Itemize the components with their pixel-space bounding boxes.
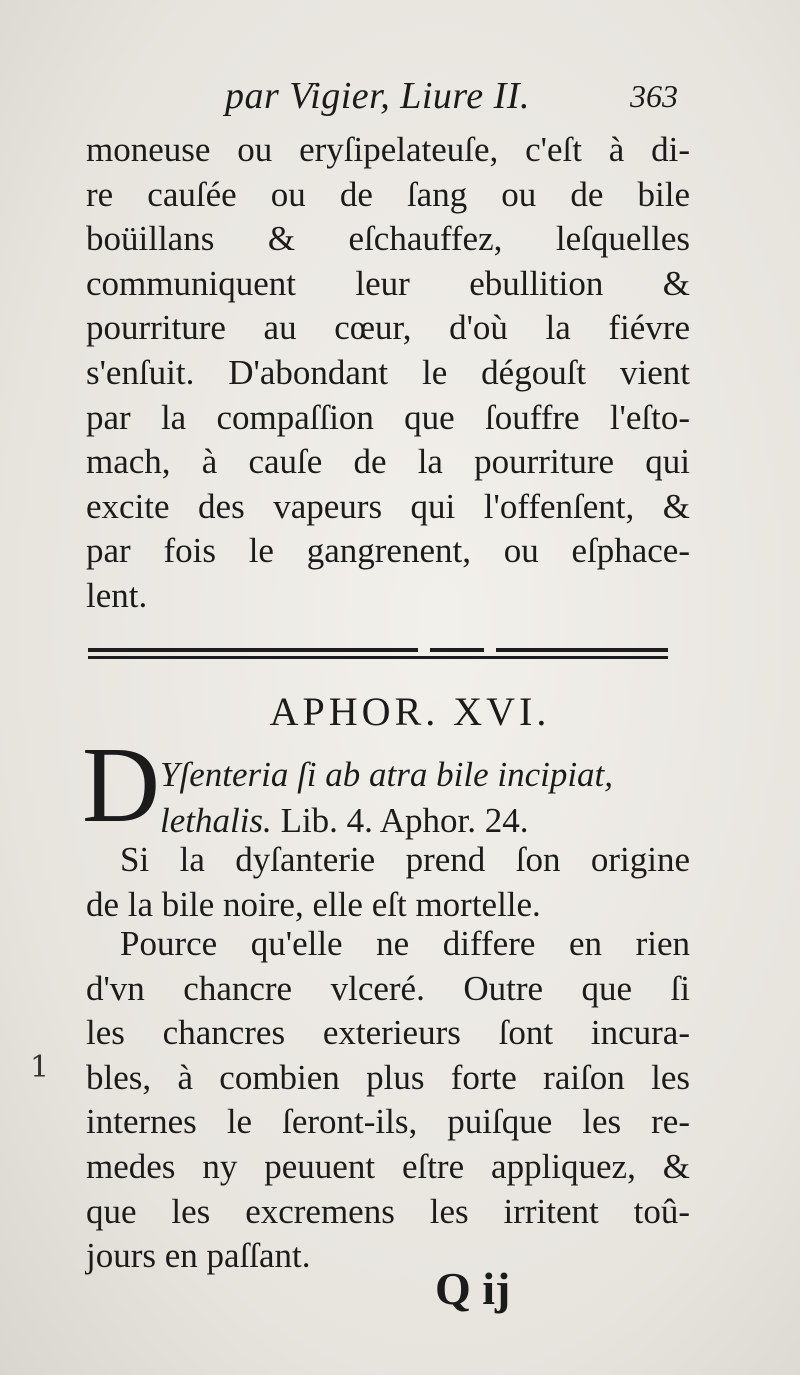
- section-heading: APHOR. XVI.: [269, 689, 551, 734]
- latin-aphorism-line: [160, 752, 690, 798]
- rule-segment: [88, 656, 668, 659]
- text-line: Si la dyſanterie prend ſon origine: [120, 840, 690, 879]
- text-line: communiquent leur ebullition &: [86, 263, 690, 303]
- text-line: jours en paſſant.: [86, 1236, 311, 1276]
- rule-segment: [88, 648, 418, 652]
- text-line: bles, à combien plus forte raiſon les: [86, 1057, 690, 1097]
- text-line: mach, à cauſe de la pourriture qui: [86, 442, 690, 482]
- latin-text: Yſenteria ſi ab atra bile incipiat,: [160, 755, 614, 794]
- signature-mark: Q ij: [435, 1263, 511, 1314]
- margin-mark: 1: [30, 1050, 50, 1085]
- text-line: que les excremens les irritent toû-: [86, 1191, 690, 1231]
- paragraph-continued: [86, 128, 690, 619]
- page-number: 363: [630, 78, 678, 114]
- text-line: les chancres exterieurs ſont incura-: [86, 1013, 690, 1053]
- translation: [86, 838, 690, 927]
- text-line: par la compaſſion que ſouffre l'eſto-: [86, 397, 690, 437]
- rule-segment: [496, 648, 668, 652]
- text-line: Pource qu'elle ne differe en rien: [120, 924, 690, 963]
- text-line: par fois le gangrenent, ou eſphace-: [86, 531, 690, 571]
- text-line: excite des vapeurs qui l'offenſent, &: [86, 486, 690, 526]
- page-header: [0, 74, 800, 122]
- running-head: par Vigier, Liure II.: [225, 75, 530, 117]
- text-line: de la bile noire, elle eſt mortelle.: [86, 884, 541, 924]
- ornamental-rule: [88, 648, 668, 662]
- latin-text: lethalis.: [160, 801, 272, 840]
- drop-cap: D: [82, 726, 160, 845]
- text-line: boüillans & eſchauffez, leſquelles: [86, 219, 690, 259]
- text-line: moneuse ou eryſipelateuſe, c'eſt à di-: [86, 130, 690, 169]
- rule-segment: [430, 648, 484, 652]
- aphorism-reference: Lib. 4. Aphor. 24.: [280, 801, 529, 840]
- text-line: internes le ſeront-ils, puiſque les re-: [86, 1102, 690, 1142]
- text-line: pourriture au cœur, d'où la fiévre: [86, 308, 690, 348]
- text-line: medes ny peuuent eſtre appliquez, &: [86, 1146, 690, 1186]
- text-line: lent.: [86, 575, 148, 615]
- text-line: d'vn chancre vlceré. Outre que ſi: [86, 968, 690, 1008]
- commentary: [86, 922, 690, 1279]
- text-line: re cauſée ou de ſang ou de bile: [86, 174, 690, 214]
- text-line: s'enſuit. D'abondant le dégouſt vient: [86, 352, 690, 392]
